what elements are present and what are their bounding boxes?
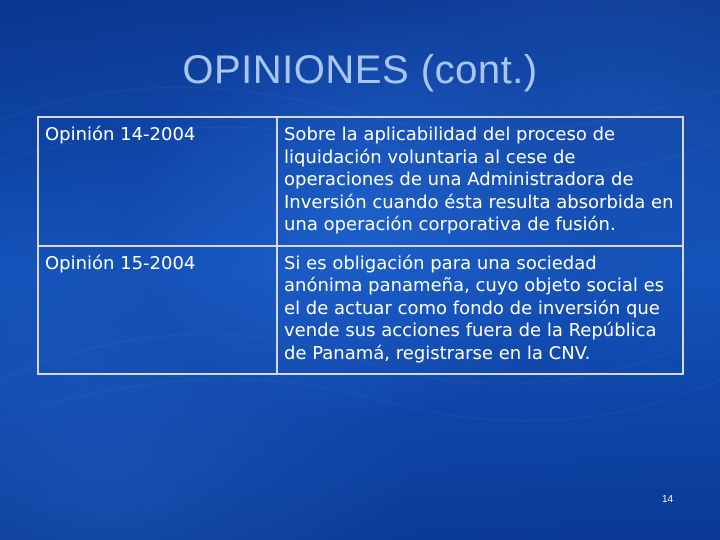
table-row [38, 246, 683, 375]
page-number: 14 [662, 494, 674, 505]
opinion-description-cell: Sobre la aplicabilidad del proceso de liquidación voluntaria al cese de operaciones de una Administradora de Inversión cuando ésta resulta absorbida en una operación corporativa de fusión. [277, 117, 683, 246]
opinion-label-cell: Opinión 14-2004 [38, 117, 277, 246]
opinions-table [37, 116, 684, 375]
table-row [38, 117, 683, 246]
opinion-label-cell: Opinión 15-2004 [38, 246, 277, 375]
slide-title: OPINIONES (cont.) [182, 48, 538, 92]
opinion-description-cell: Si es obligación para una sociedad anónima panameña, cuyo objeto social es el de actuar como fondo de inversión que vende sus acciones fuera de la República de Panamá, registrarse en la CNV. [277, 246, 683, 375]
